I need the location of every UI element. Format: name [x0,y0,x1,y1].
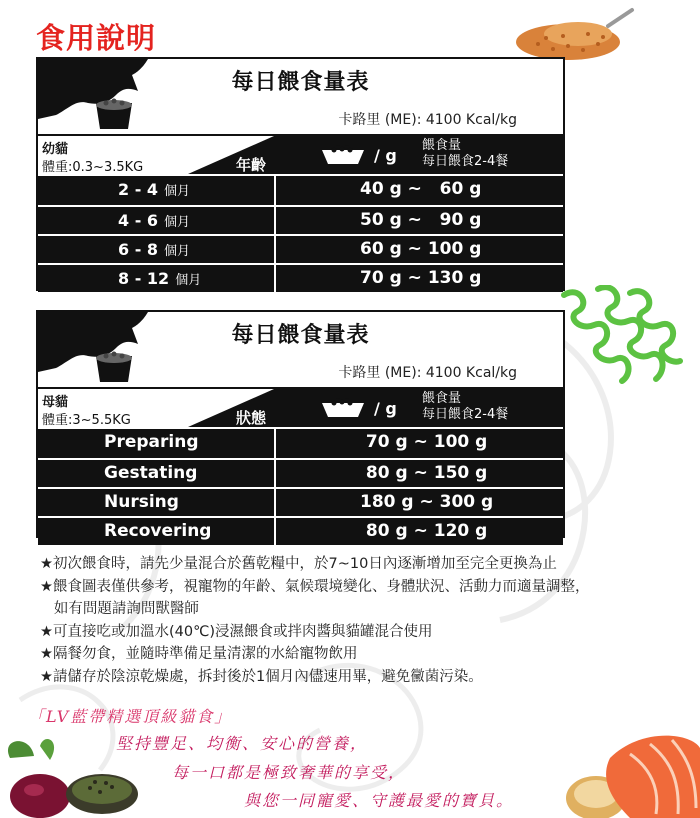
per-gram-label: / g [374,399,397,418]
food-bowl-icon [320,144,366,166]
meals-per-day: 每日餵食2-4餐 [422,407,509,422]
weight-range-label: 體重:3~5.5KG [42,413,131,428]
table-rows [38,176,563,292]
amount-cell: 80 g ~ 150 g [274,460,563,487]
feeding-table-kitten [36,57,565,291]
age-cell [38,207,274,234]
age-range: 6 - 8 [118,240,159,259]
meals-per-day: 每日餵食2-4餐 [422,154,509,169]
note-item: ★隔餐勿食，並隨時準備足量清潔的水給寵物飲用 [40,646,358,662]
table-row [38,516,563,545]
age-range: 8 - 12 [118,269,170,288]
feeding-amount-label [422,138,508,170]
beetroot-icon [0,738,140,818]
table-row [38,263,563,292]
age-range: 2 - 4 [118,180,159,199]
slogan-brand: 「LV藍帶精選頂級貓食」 [28,707,233,726]
green-spiral-icon [560,285,686,390]
amount-cell: 60 g ~ 100 g [274,236,563,263]
table-row [38,176,563,205]
stage-cell: Nursing [38,489,274,516]
feeding-amount-title: 餵食量 [422,391,462,406]
amount-cell: 80 g ~ 120 g [274,518,563,545]
age-unit: 個月 [164,184,191,199]
age-cell [38,236,274,263]
feeding-amount-label [422,391,508,423]
note-item: ★可直接吃或加溫水(40℃)浸濕餵食或拌肉醬與貓罐混合使用 [40,623,433,640]
food-bowl-icon [320,397,366,419]
amount-cell: 70 g ~ 130 g [274,265,563,292]
cat-type-label: 幼貓 [42,142,69,157]
salmon-icon [560,718,700,818]
column-tag-status: 狀態 [236,409,267,427]
table-row [38,234,563,263]
slogan-line: 每一口都是極致奢華的享受， [172,763,407,782]
age-unit: 個月 [164,244,191,259]
page-title: 食用說明 [36,21,157,55]
amount-cell: 70 g ~ 100 g [274,429,563,458]
usage-notes [40,553,590,688]
per-gram-label: / g [374,146,397,165]
feeding-table-mother [36,310,565,541]
spoon-grains-icon [508,4,638,64]
age-cell [38,176,274,205]
amount-cell: 180 g ~ 300 g [274,489,563,516]
age-cell [38,265,274,292]
note-item: ★請儲存於陰涼乾燥處，拆封後於1個月內儘速用畢，避免黴菌污染。 [40,668,483,685]
header-left [38,389,274,427]
table-header [38,387,563,427]
age-range: 4 - 6 [118,211,159,230]
table-title: 每日餵食量表 [231,70,370,95]
table-header [38,134,563,174]
note-item: ★初次餵食時，請先少量混合於舊乾糧中，於7~10日內逐漸增加至完全更換為止 [40,556,557,572]
column-tag-age: 年齡 [236,156,267,174]
cat-type-label: 母貓 [42,395,69,410]
header-right [274,136,563,174]
stage-cell: Preparing [38,429,274,458]
table-row [38,458,563,487]
note-item: ★餵食圖表僅供參考，視寵物的年齡、氣候環境變化、身體狀況、活動力而適量調整， [40,578,590,595]
note-item: 如有問題請詢問獸醫師 [40,601,199,617]
amount-cell: 50 g ~ 90 g [274,207,563,234]
calorie-info: 卡路里 (ME): 4100 Kcal/kg [338,112,517,128]
table-rows [38,429,563,545]
table-row [38,429,563,458]
table-row [38,205,563,234]
table-row [38,487,563,516]
amount-cell: 40 g ~ 60 g [274,176,563,205]
calorie-info: 卡路里 (ME): 4100 Kcal/kg [338,365,517,381]
age-unit: 個月 [164,215,191,230]
stage-cell: Recovering [38,518,274,545]
header-left [38,136,274,174]
header-right [274,389,563,427]
feeding-amount-title: 餵食量 [422,138,462,153]
age-unit: 個月 [175,273,202,288]
slogan-line: 堅持豐足、均衡、安心的營養， [116,734,369,753]
stage-cell: Gestating [38,460,274,487]
table-title: 每日餵食量表 [231,323,370,348]
slogan-line: 與您一同寵愛、守護最愛的寶貝。 [244,791,515,810]
weight-range-label: 體重:0.3~3.5KG [42,160,144,175]
